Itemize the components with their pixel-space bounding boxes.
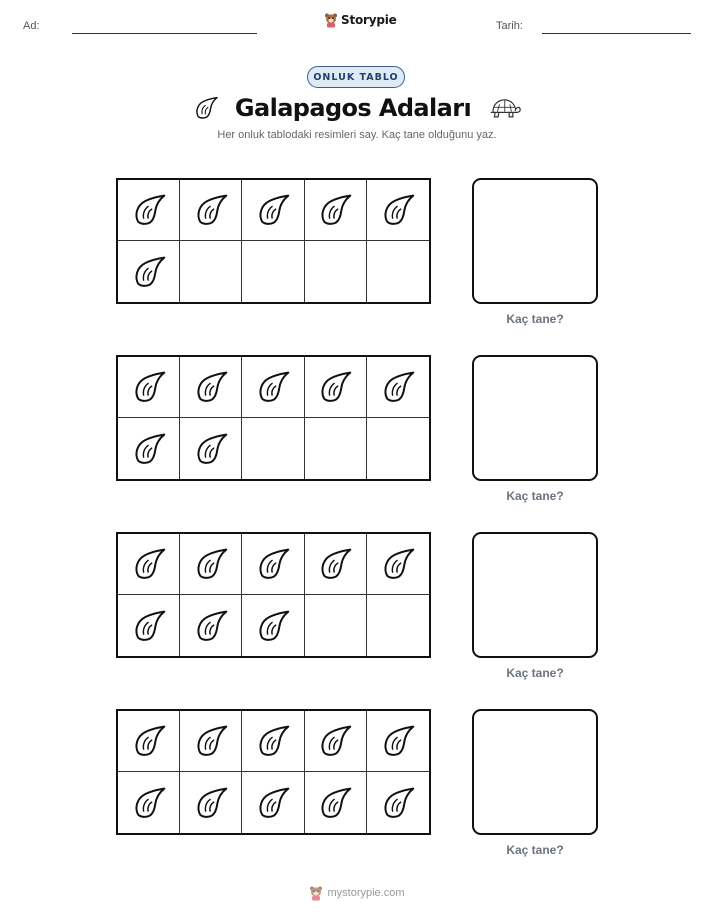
iguana-spike-icon xyxy=(380,369,416,405)
frame-cell xyxy=(118,711,180,772)
name-label: Ad: xyxy=(23,20,40,32)
iguana-spike-icon xyxy=(131,785,167,821)
iguana-spike-icon xyxy=(317,546,353,582)
iguana-spike-icon xyxy=(193,723,229,759)
frame-cell xyxy=(367,772,429,833)
iguana-spike-icon xyxy=(380,723,416,759)
footer-url: mystorypie.com xyxy=(327,887,405,899)
answer-box-2[interactable] xyxy=(472,355,598,481)
frame-cell xyxy=(118,357,180,418)
iguana-spike-icon xyxy=(131,431,167,467)
iguana-spike-icon xyxy=(317,192,353,228)
page-title: Galapagos Adaları xyxy=(234,94,472,122)
iguana-spike-icon xyxy=(193,431,229,467)
iguana-spike-icon xyxy=(255,369,291,405)
answer-label-3: Kaç tane? xyxy=(506,666,564,680)
iguana-spike-icon xyxy=(131,369,167,405)
frame-cell xyxy=(242,241,304,302)
frame-cell xyxy=(305,534,367,595)
frame-cell xyxy=(180,180,242,241)
frame-cell xyxy=(367,595,429,656)
answer-label-2: Kaç tane? xyxy=(506,489,564,503)
date-line[interactable] xyxy=(542,33,691,34)
frame-cell xyxy=(118,534,180,595)
answer-label-4: Kaç tane? xyxy=(506,843,564,857)
frame-cell xyxy=(180,241,242,302)
iguana-spike-icon xyxy=(317,785,353,821)
frame-cell xyxy=(242,180,304,241)
frame-cell xyxy=(367,357,429,418)
frame-cell xyxy=(180,595,242,656)
answer-box-4[interactable] xyxy=(472,709,598,835)
ten-frame-3 xyxy=(116,532,431,658)
iguana-spike-icon xyxy=(131,192,167,228)
iguana-spike-icon xyxy=(255,546,291,582)
iguana-spike-icon xyxy=(193,192,229,228)
frame-cell xyxy=(367,418,429,479)
iguana-spike-icon xyxy=(317,723,353,759)
storypie-logo xyxy=(324,12,397,28)
frame-cell xyxy=(242,357,304,418)
frame-cell xyxy=(118,772,180,833)
frame-cell xyxy=(118,418,180,479)
answer-box-1[interactable] xyxy=(472,178,598,304)
iguana-spike-icon xyxy=(380,785,416,821)
frame-cell xyxy=(180,357,242,418)
tortoise-icon xyxy=(487,95,521,121)
frame-cell xyxy=(118,180,180,241)
iguana-spike-icon xyxy=(131,723,167,759)
footer xyxy=(0,885,714,901)
frame-cell xyxy=(242,418,304,479)
ten-frame-2 xyxy=(116,355,431,481)
iguana-spike-icon xyxy=(193,95,219,121)
iguana-spike-icon xyxy=(193,608,229,644)
answer-box-3[interactable] xyxy=(472,532,598,658)
iguana-spike-icon xyxy=(193,369,229,405)
bear-mascot-icon xyxy=(324,12,338,28)
frame-cell xyxy=(305,357,367,418)
iguana-spike-icon xyxy=(131,254,167,290)
iguana-spike-icon xyxy=(255,785,291,821)
answer-label-1: Kaç tane? xyxy=(506,312,564,326)
iguana-spike-icon xyxy=(380,546,416,582)
bear-mascot-icon xyxy=(309,885,323,901)
frame-cell xyxy=(305,711,367,772)
iguana-spike-icon xyxy=(255,608,291,644)
iguana-spike-icon xyxy=(255,192,291,228)
frame-cell xyxy=(305,180,367,241)
frame-cell xyxy=(118,241,180,302)
frame-cell xyxy=(305,595,367,656)
frame-cell xyxy=(305,241,367,302)
title-row xyxy=(0,92,714,124)
frame-cell xyxy=(180,534,242,595)
iguana-spike-icon xyxy=(317,369,353,405)
frame-cell xyxy=(367,180,429,241)
frame-cell xyxy=(180,711,242,772)
frame-cell xyxy=(242,534,304,595)
ten-frame-4 xyxy=(116,709,431,835)
iguana-spike-icon xyxy=(193,546,229,582)
frame-cell xyxy=(367,711,429,772)
worksheet-type-badge: ONLUK TABLO xyxy=(307,66,405,88)
frame-cell xyxy=(242,595,304,656)
iguana-spike-icon xyxy=(380,192,416,228)
frame-cell xyxy=(305,772,367,833)
iguana-spike-icon xyxy=(255,723,291,759)
frame-cell xyxy=(180,772,242,833)
frame-cell xyxy=(242,711,304,772)
iguana-spike-icon xyxy=(193,785,229,821)
frame-cell xyxy=(305,418,367,479)
ten-frame-1 xyxy=(116,178,431,304)
iguana-spike-icon xyxy=(131,546,167,582)
iguana-spike-icon xyxy=(131,608,167,644)
name-line[interactable] xyxy=(72,33,257,34)
instructions: Her onluk tablodaki resimleri say. Kaç tane olduğunu yaz. xyxy=(217,129,497,141)
frame-cell xyxy=(180,418,242,479)
date-label: Tarih: xyxy=(496,20,523,32)
frame-cell xyxy=(367,241,429,302)
frame-cell xyxy=(118,595,180,656)
frame-cell xyxy=(367,534,429,595)
brand-name: Storypie xyxy=(341,13,397,27)
frame-cell xyxy=(242,772,304,833)
